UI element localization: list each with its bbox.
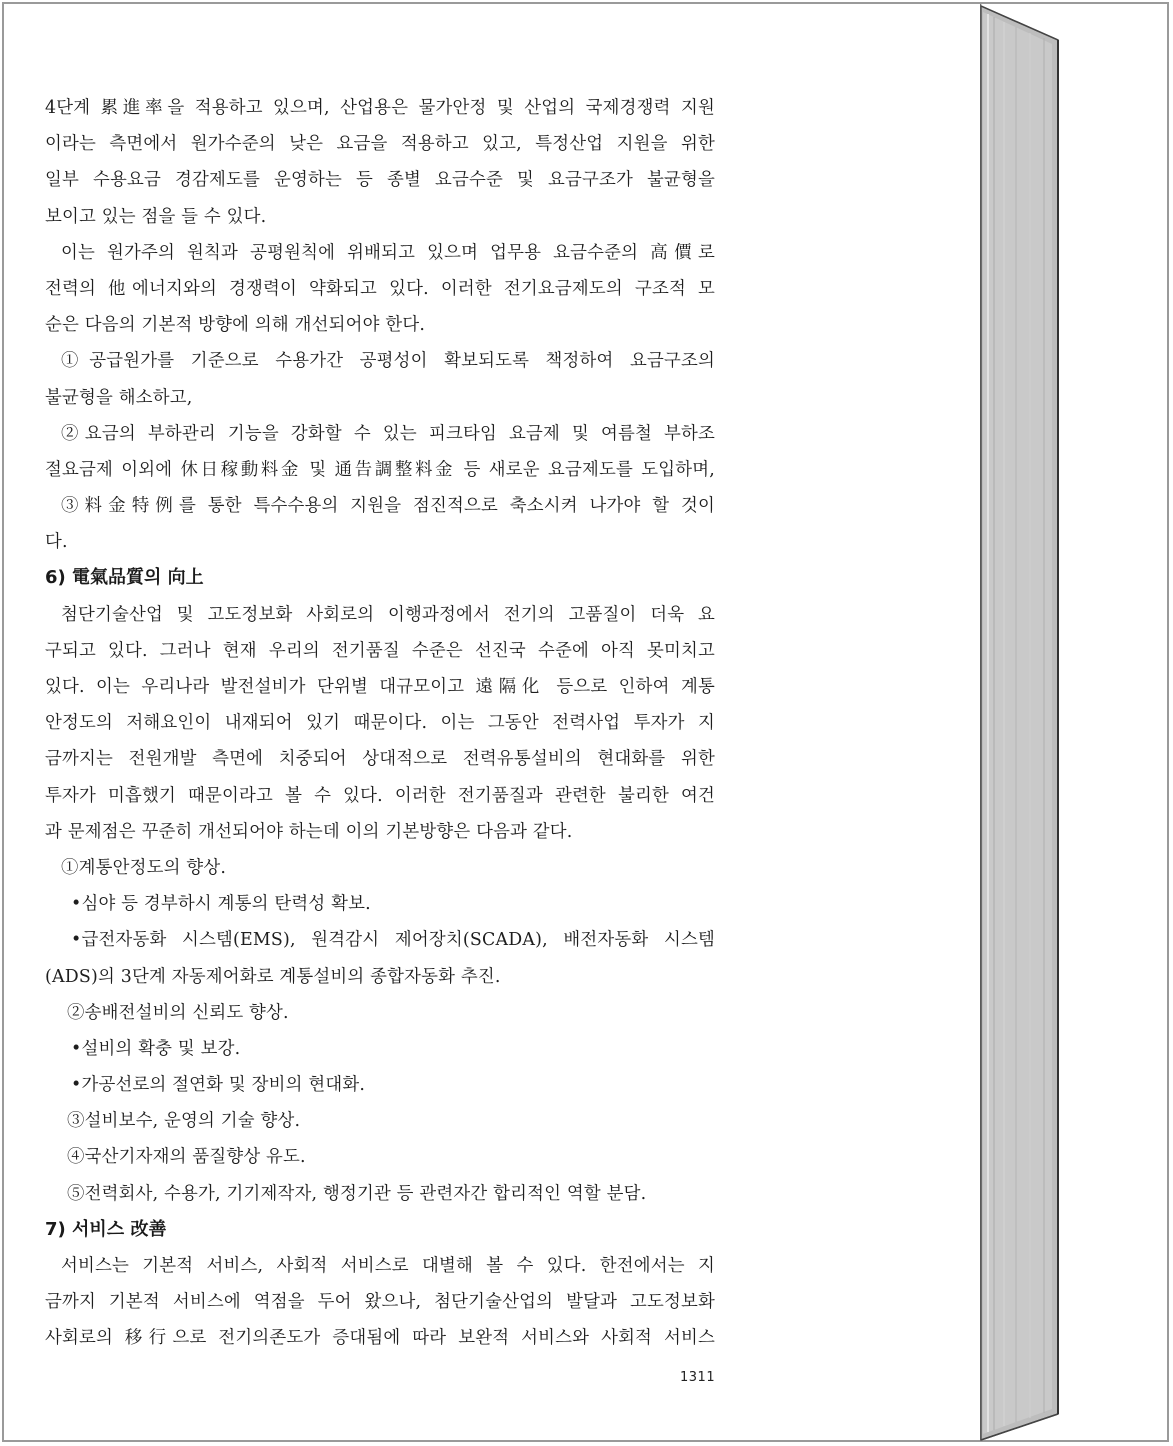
- text-line: 과 문제점은 꾸준히 개선되어야 하는데 이의 기본방향은 다음과 같다.: [45, 821, 573, 842]
- text-line: 일부 수용요금 경감제도를 운영하는 등 종별 요금수준 및 요금구조가 불균형을: [45, 170, 715, 191]
- text-line: 서비스는 기본적 서비스, 사회적 서비스로 대별해 볼 수 있다. 한전에서는 지: [61, 1256, 715, 1276]
- text-line: •급전자동화 시스템(EMS), 원격감시 제어장치(SCADA), 배전자동화 시스템: [71, 930, 715, 951]
- text-line: 순은 다음의 기본적 방향에 의해 개선되어야 한다.: [45, 315, 426, 336]
- text-line: 절요금제 이외에 休日稼動料金 및 通告調整料金 등 새로운 요금제도를 도입하며,: [45, 459, 715, 480]
- text-line: ③설비보수, 운영의 기술 향상.: [67, 1111, 301, 1132]
- text-line: ②송배전설비의 신뢰도 향상.: [67, 1002, 289, 1023]
- text-line: ①계통안정도의 향상.: [61, 857, 227, 878]
- text-line: ①공급원가를 기준으로 수용가간 공평성이 확보되도록 책정하여 요금구조의: [61, 351, 715, 372]
- text-line: ⑤전력회사, 수용가, 기기제작자, 행정기관 등 관련자간 합리적인 역할 분담.: [67, 1183, 647, 1204]
- section-heading: 7) 서비스 改善: [45, 1218, 167, 1240]
- text-line: ③料金特例를 통한 특수수용의 지원을 점진적으로 축소시켜 나가야 할 것이: [61, 496, 715, 517]
- text-line: 이는 원가주의 원칙과 공평원칙에 위배되고 있으며 업무용 요금수준의 高價로: [61, 242, 715, 263]
- text-line: 다.: [45, 532, 68, 553]
- text-line: 전력의 他에너지와의 경쟁력이 약화되고 있다. 이러한 전기요금제도의 구조적 모: [45, 278, 715, 299]
- text-line: •심야 등 경부하시 계통의 탄력성 확보.: [71, 894, 371, 915]
- text-line: 구되고 있다. 그러나 현재 우리의 전기품질 수준은 선진국 수준에 아직 못미치고: [45, 640, 715, 661]
- text-line: 첨단기술산업 및 고도정보화 사회로의 이행과정에서 전기의 고품질이 더욱 요: [61, 604, 715, 625]
- text-line: 4단계 累進率을 적용하고 있으며, 산업용은 물가안정 및 산업의 국제경쟁력 지원: [45, 98, 715, 118]
- text-line: 불균형을 해소하고,: [45, 387, 193, 408]
- text-line: 이라는 측면에서 원가수준의 낮은 요금을 적용하고 있고, 특정산업 지원을 위한: [45, 134, 715, 155]
- page-number: 1311: [680, 1370, 716, 1385]
- text-line: 있다. 이는 우리나라 발전설비가 단위별 대규모이고 遠隔化 등으로 인하여 계통: [45, 677, 715, 697]
- text-line: 투자가 미흡했기 때문이라고 볼 수 있다. 이러한 전기품질과 관련한 불리한 여건: [45, 785, 715, 806]
- text-line: 안정도의 저해요인이 내재되어 있기 때문이다. 이는 그동안 전력사업 투자가 지: [45, 713, 715, 734]
- text-line: 보이고 있는 점을 들 수 있다.: [45, 206, 267, 227]
- text-line: ④국산기자재의 품질향상 유도.: [67, 1147, 306, 1168]
- text-line: 사회로의 移行으로 전기의존도가 증대됨에 따라 보완적 서비스와 사회적 서비스: [45, 1328, 715, 1349]
- text-line: •가공선로의 절연화 및 장비의 현대화.: [71, 1075, 366, 1096]
- text-line: •설비의 확충 및 보강.: [71, 1038, 241, 1059]
- text-line: (ADS)의 3단계 자동제어화로 계통설비의 종합자동화 추진.: [45, 966, 501, 987]
- text-line: ②요금의 부하관리 기능을 강화할 수 있는 피크타임 요금제 및 여름철 부하조: [61, 423, 715, 444]
- text-line: 금까지는 전원개발 측면에 치중되어 상대적으로 전력유통설비의 현대화를 위한: [45, 749, 715, 770]
- text-line: 금까지 기본적 서비스에 역점을 두어 왔으나, 첨단기술산업의 발달과 고도정보화: [45, 1292, 715, 1313]
- section-heading: 6) 電氣品質의 向上: [45, 567, 204, 589]
